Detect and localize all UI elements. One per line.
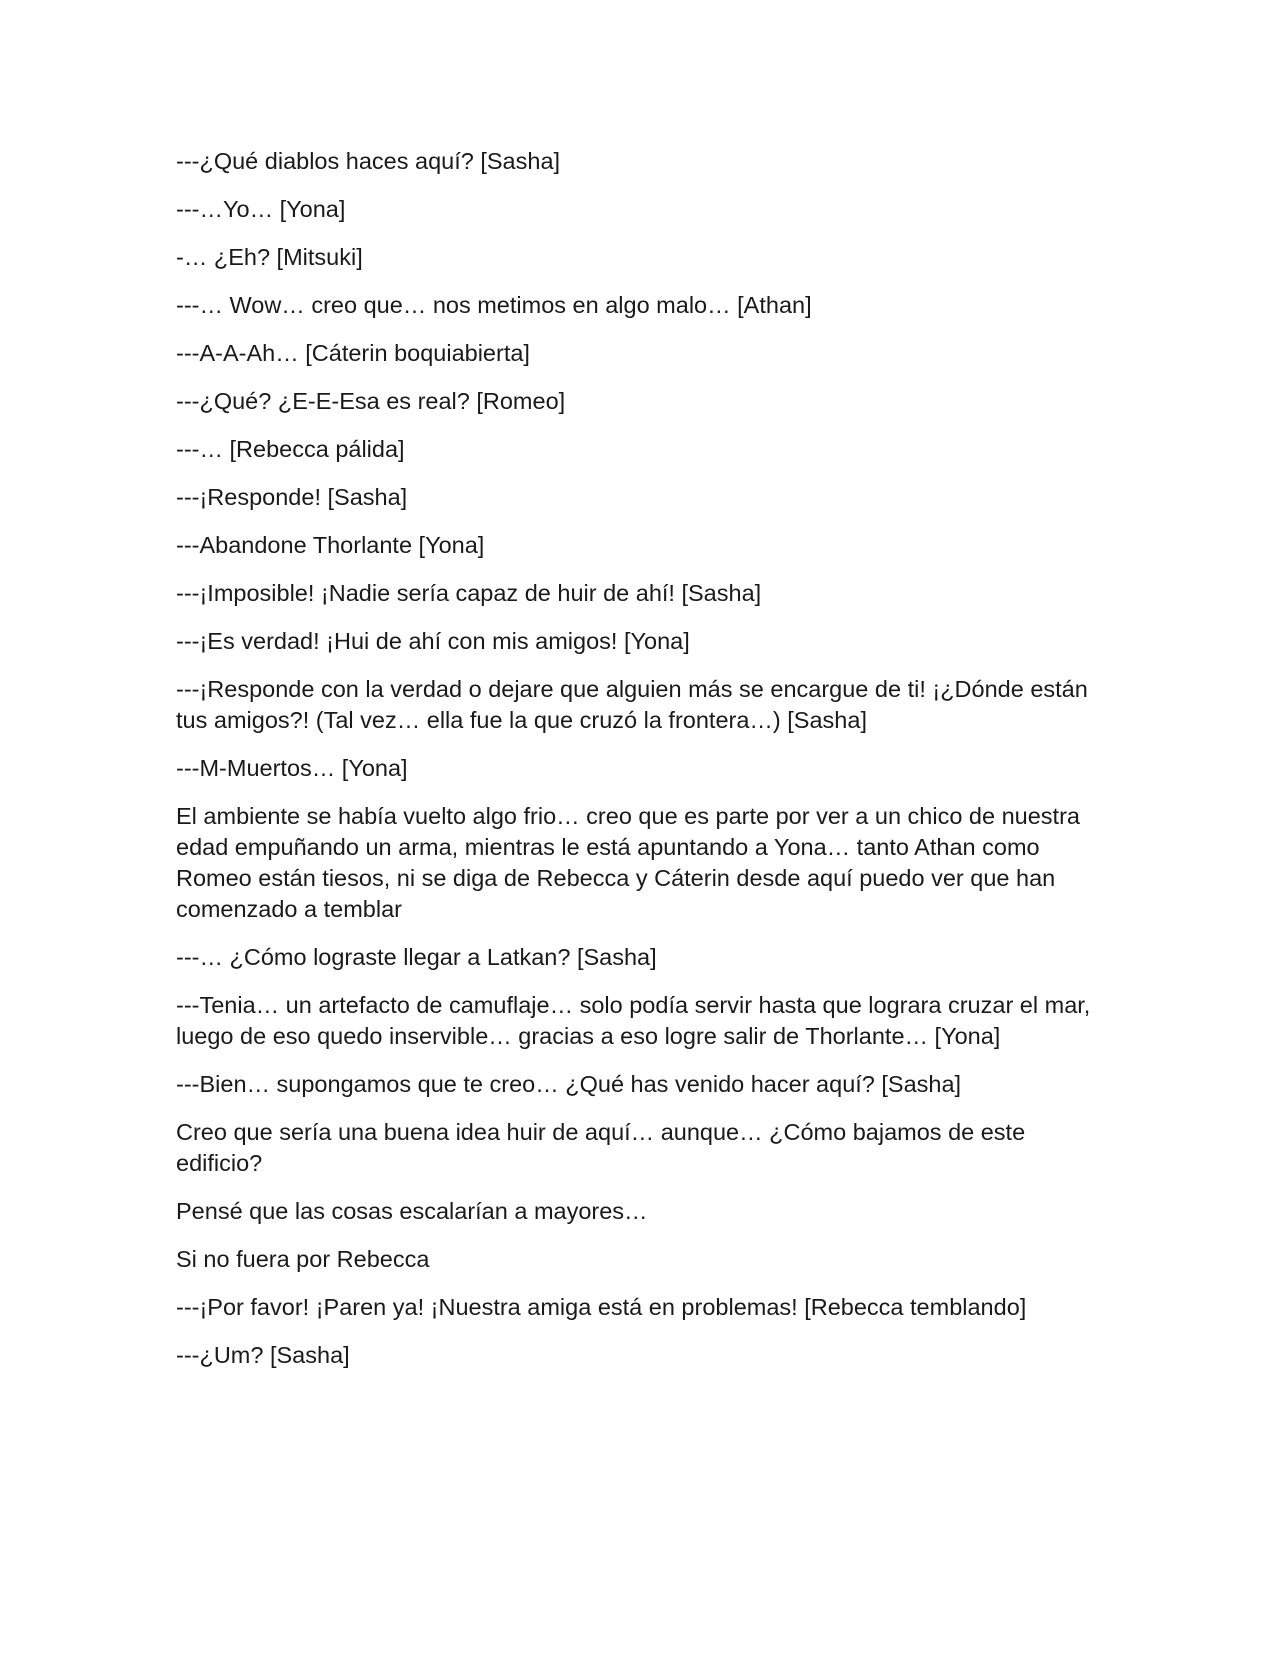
paragraph: El ambiente se había vuelto algo frio… creo que es parte por ver a un chico de nuestra edad empuñando un arma, mientras le está apuntando a Yona… tanto Athan como Romeo están tiesos, ni se diga de Rebecca y Cáterin desde aquí puedo ver que han comenzado a temblar xyxy=(176,803,1080,922)
paragraph: ---¿Um? [Sasha] xyxy=(176,1342,350,1368)
paragraph: Pensé que las cosas escalarían a mayores… xyxy=(176,1198,648,1224)
document-body xyxy=(176,146,1116,1388)
paragraph: ---Abandone Thorlante [Yona] xyxy=(176,532,485,558)
paragraph: ---… ¿Cómo lograste llegar a Latkan? [Sasha] xyxy=(176,944,657,970)
paragraph: ---M-Muertos… [Yona] xyxy=(176,755,408,781)
paragraph: ---… [Rebecca pálida] xyxy=(176,436,405,462)
paragraph: ---¡Es verdad! ¡Hui de ahí con mis amigos! [Yona] xyxy=(176,628,690,654)
paragraph: Si no fuera por Rebecca xyxy=(176,1246,430,1272)
paragraph: ---Bien… supongamos que te creo… ¿Qué has venido hacer aquí? [Sasha] xyxy=(176,1071,962,1097)
paragraph: ---¡Imposible! ¡Nadie sería capaz de huir de ahí! [Sasha] xyxy=(176,580,762,606)
paragraph: -… ¿Eh? [Mitsuki] xyxy=(176,244,363,270)
paragraph: ---Tenia… un artefacto de camuflaje… solo podía servir hasta que lograra cruzar el mar, luego de eso quedo inservible… gracias a eso logre salir de Thorlante… [Yona] xyxy=(176,992,1091,1049)
paragraph: ---…Yo… [Yona] xyxy=(176,196,346,222)
paragraph: ---A-A-Ah… [Cáterin boquiabierta] xyxy=(176,340,530,366)
paragraph: ---¿Qué diablos haces aquí? [Sasha] xyxy=(176,148,561,174)
paragraph: ---¡Responde! [Sasha] xyxy=(176,484,408,510)
paragraph: ---¿Qué? ¿E-E-Esa es real? [Romeo] xyxy=(176,388,566,414)
paragraph: ---… Wow… creo que… nos metimos en algo malo… [Athan] xyxy=(176,292,812,318)
paragraph: ---¡Por favor! ¡Paren ya! ¡Nuestra amiga está en problemas! [Rebecca temblando] xyxy=(176,1294,1027,1320)
paragraph: Creo que sería una buena idea huir de aquí… aunque… ¿Cómo bajamos de este edificio? xyxy=(176,1119,1026,1176)
paragraph: ---¡Responde con la verdad o dejare que alguien más se encargue de ti! ¡¿Dónde están tus amigos?! (Tal vez… ella fue la que cruzó la frontera…) [Sasha] xyxy=(176,676,1088,733)
